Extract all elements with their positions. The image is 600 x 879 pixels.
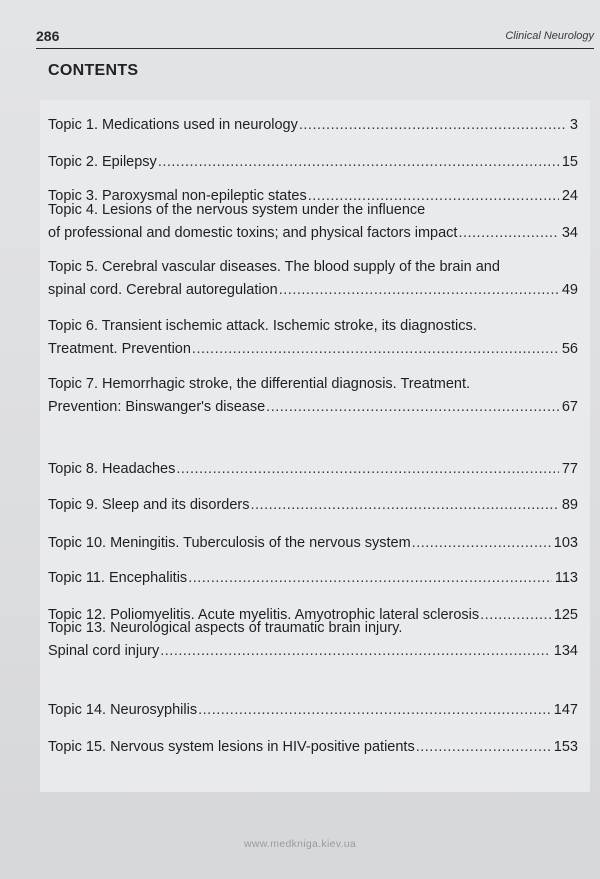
toc-entry (48, 494, 578, 517)
toc-entry-last-line (48, 151, 578, 174)
page-header (36, 28, 594, 49)
toc-entry-text: Topic 10. Meningitis. Tuberculosis of the nervous system (48, 535, 411, 551)
toc-entry-text: Prevention: Binswanger's disease (48, 399, 266, 415)
toc-entry-text: Topic 7. Hemorrhagic stroke, the differential diagnosis. Treatment. (48, 376, 471, 392)
toc-entry (48, 736, 578, 759)
dot-leader (412, 532, 551, 555)
toc-entry (48, 315, 578, 361)
toc-entry-last-line (48, 699, 578, 722)
toc-entry-last-line (48, 114, 578, 137)
toc-entry-last-line (48, 279, 578, 302)
running-title: Clinical Neurology (505, 30, 594, 42)
dot-leader (188, 567, 552, 590)
toc-page-number: 89 (561, 497, 578, 513)
toc-entry-text: Topic 11. Encephalitis (48, 570, 188, 586)
dot-leader (160, 640, 551, 663)
toc-page-number: 24 (561, 188, 578, 204)
toc-entry-text: Topic 14. Neurosyphilis (48, 702, 198, 718)
toc-entry (48, 567, 578, 590)
toc-page-number: 153 (553, 739, 578, 755)
toc-entry-text: Topic 4. Lesions of the nervous system under the influence (48, 202, 426, 218)
toc-entry-text: Topic 8. Headaches (48, 461, 176, 477)
toc-page-number: 134 (553, 643, 578, 659)
dot-leader (299, 114, 567, 137)
toc-page-number: 34 (561, 225, 578, 241)
toc-entry-last-line (48, 458, 578, 481)
toc-entry-text: Topic 5. Cerebral vascular diseases. The blood supply of the brain and (48, 259, 500, 275)
toc-page-number: 56 (561, 341, 578, 357)
footer-url: www.medkniga.kiev.ua (243, 838, 357, 850)
dot-leader (192, 338, 559, 361)
toc-entry (48, 373, 578, 419)
toc-entry-text: Treatment. Prevention (48, 341, 191, 357)
toc-entry (48, 699, 578, 722)
toc-page-number: 103 (553, 535, 578, 551)
dot-leader (198, 699, 551, 722)
toc-entry-last-line (48, 396, 578, 419)
contents-heading: CONTENTS (48, 62, 139, 79)
dot-leader (251, 494, 559, 517)
toc-page-number: 147 (553, 702, 578, 718)
table-of-contents (40, 100, 590, 792)
toc-entry (48, 151, 578, 174)
toc-entry (48, 256, 578, 302)
toc-entry-text: Topic 1. Medications used in neurology (48, 117, 298, 133)
dot-leader (158, 151, 559, 174)
dot-leader (176, 458, 559, 481)
dot-leader (279, 279, 559, 302)
toc-entry-text: Spinal cord injury (48, 643, 160, 659)
toc-entry-text: Topic 13. Neurological aspects of traumatic brain injury. (48, 620, 403, 636)
page-number: 286 (36, 28, 60, 44)
toc-entry-text: Topic 3. Paroxysmal non-epileptic states (48, 188, 307, 204)
toc-entry-text: Topic 9. Sleep and its disorders (48, 497, 250, 513)
toc-page-number: 67 (561, 399, 578, 415)
toc-entry-last-line (48, 640, 578, 663)
toc-page-number: 49 (561, 282, 578, 298)
toc-entry-text: Topic 15. Nervous system lesions in HIV-positive patients (48, 739, 415, 755)
toc-entry-last-line (48, 338, 578, 361)
toc-entry-text: Topic 12. Poliomyelitis. Acute myelitis. Amyotrophic lateral sclerosis (48, 607, 480, 623)
dot-leader (458, 222, 558, 245)
dot-leader (266, 396, 559, 419)
toc-page-number: 113 (554, 570, 578, 586)
toc-page-number: 3 (569, 117, 578, 133)
toc-page-number: 125 (553, 607, 578, 623)
toc-entry-last-line (48, 736, 578, 759)
toc-entry (48, 617, 578, 663)
toc-entry (48, 199, 578, 245)
toc-entry-text: spinal cord. Cerebral autoregulation (48, 282, 278, 298)
toc-entry-last-line (48, 567, 578, 590)
dot-leader (416, 736, 551, 759)
toc-entry (48, 114, 578, 137)
toc-page-number: 77 (561, 461, 578, 477)
toc-entry-text: of professional and domestic toxins; and physical factors impact (48, 225, 458, 241)
toc-entry (48, 458, 578, 481)
toc-entry-last-line (48, 494, 578, 517)
toc-entry-text: Topic 6. Transient ischemic attack. Ischemic stroke, its diagnostics. (48, 318, 477, 334)
toc-entry (48, 532, 578, 555)
toc-entry-last-line (48, 532, 578, 555)
toc-entry-last-line (48, 222, 578, 245)
toc-page-number: 15 (561, 154, 578, 170)
toc-entry-text: Topic 2. Epilepsy (48, 154, 157, 170)
